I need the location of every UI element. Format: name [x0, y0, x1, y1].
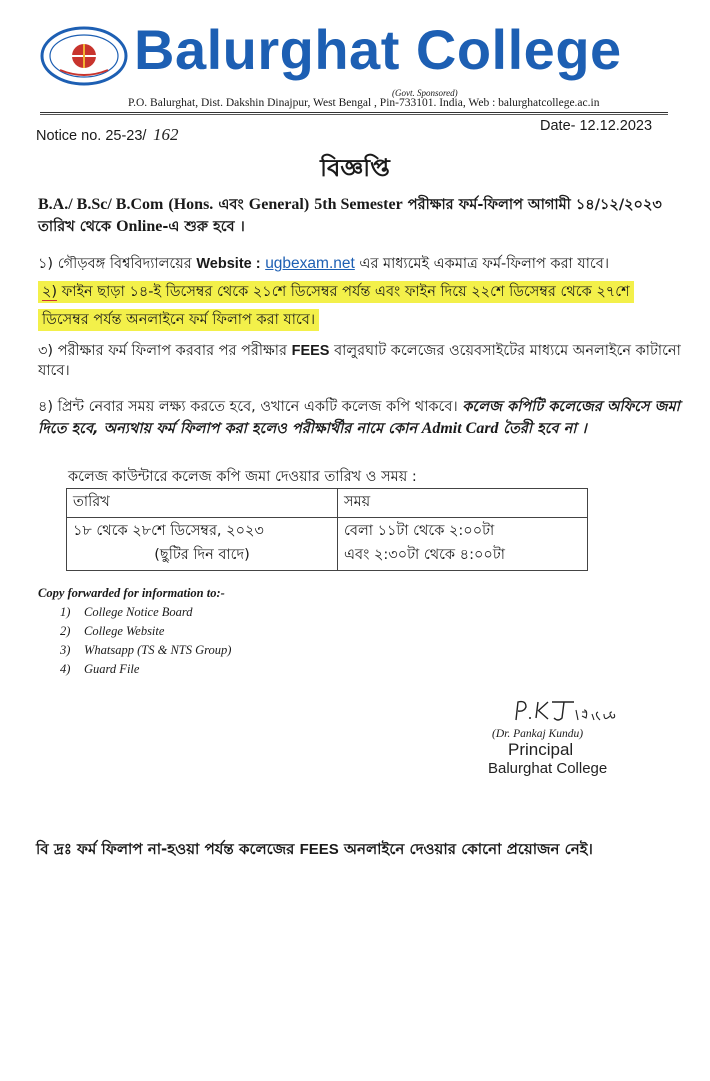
footnote-post: অনলাইনে দেওয়ার কোনো প্রয়োজন নেই। [344, 840, 593, 858]
item-1-number: ১) [38, 256, 54, 272]
item-4-number: ৪) [38, 399, 54, 415]
intro-courses: B.A./ B.Sc/ B.Com [38, 196, 164, 213]
item-1-pre: গৌড়বঙ্গ বিশ্ববিদ্যালয়ের [57, 256, 192, 272]
notice-date: Date- 12.12.2023 [540, 118, 653, 134]
govt-sponsored-tag: (Govt. Sponsored) [392, 88, 458, 98]
list-item [60, 622, 231, 641]
copy-item-text: College Website [84, 624, 165, 638]
intro-hons: (Hons. [168, 196, 214, 213]
table-header-time: সময় [338, 489, 588, 518]
copy-item-text: College Notice Board [84, 605, 193, 619]
list-item [60, 603, 231, 622]
copy-item-text: Guard File [84, 662, 140, 676]
intro-semester: 5th Semester [314, 196, 403, 213]
schedule-date-line2: (ছুটির দিন বাদে) [154, 547, 250, 563]
header-divider-inner [40, 114, 668, 115]
schedule-time-line2: এবং ২:৩০টা থেকে ৪:০০টা [344, 547, 505, 563]
copy-forwarded-title: Copy forwarded for information to:- [38, 586, 225, 600]
footnote-fees: FEES [299, 841, 339, 858]
intro-online: Online [116, 217, 163, 235]
item-1-post: এর মাধ্যমেই একমাত্র ফর্ম-ফিলাপ করা যাবে। [359, 256, 610, 272]
college-address: P.O. Balurghat, Dist. Dakshin Dinajpur, West Bengal , Pin-733101. India, Web : balurghatcollege.ac.in [128, 97, 600, 109]
schedule-title: কলেজ কাউন্টারে কলেজ কপি জমা দেওয়ার তারিখ ও সময় : [68, 469, 417, 485]
notice-item-4 [38, 398, 683, 439]
intro-paragraph [38, 194, 678, 237]
notice-item-2 [38, 278, 666, 335]
item-3-fees: FEES [291, 343, 330, 359]
notice-number-label: Notice no. 25-23/ [36, 128, 147, 144]
handwritten-signature [512, 696, 640, 726]
intro-general: General) [248, 196, 310, 213]
item-3-number: ৩) [38, 343, 54, 359]
college-logo [40, 26, 128, 86]
item-2-number: ২) [42, 284, 58, 300]
ugbexam-link[interactable]: ugbexam.net [265, 255, 355, 272]
signatory-name: (Dr. Pankaj Kundu) [492, 728, 584, 740]
item-3-pre: পরীক্ষার ফর্ম ফিলাপ করবার পর পরীক্ষার [57, 343, 287, 359]
signatory-college: Balurghat College [488, 760, 608, 777]
item-2-text: ফাইন ছাড়া ১৪-ই ডিসেম্বর থেকে ২১শে ডিসেম্বর পর্যন্ত এবং ফাইন দিয়ে ২২শে ডিসেম্বর থেকে ২৭শে ডিসেম্বর পর্যন্ত অনলাইনে ফর্ম ফিলাপ করা যাবে। [42, 284, 630, 329]
schedule-time-cell [338, 518, 588, 571]
schedule-date-cell [67, 518, 338, 571]
college-name: Balurghat College [134, 18, 622, 81]
list-item [60, 660, 231, 679]
item-4-emphasis: কলেজ কপিটি কলেজের অফিসে জমা দিতে হবে, অন্যথায় ফর্ম ফিলাপ করা হলেও পরীক্ষার্থীর নামে কোন [38, 399, 680, 437]
item-2-highlight [38, 281, 634, 331]
schedule-table [66, 488, 588, 571]
notice-heading: বিজ্ঞপ্তি [320, 154, 390, 182]
notice-item-3 [38, 342, 683, 381]
intro-part1: পরীক্ষার ফর্ম-ফিলাপ আগামী ১৪/১২/২০২৩ তারিখ থেকে [38, 197, 662, 235]
copy-item-number: 3) [60, 643, 71, 657]
copy-item-text: Whatsapp (TS & NTS Group) [84, 643, 232, 657]
copy-item-number: 2) [60, 624, 71, 638]
copy-item-number: 1) [60, 605, 71, 619]
copy-item-number: 4) [60, 662, 71, 676]
item-4-post: তৈরী হবে না । [503, 420, 587, 437]
list-item [60, 641, 231, 660]
item-4-pre: প্রিন্ট নেবার সময় লক্ষ্য করতে হবে, ওখানে একটি কলেজ কপি থাকবে। [57, 399, 458, 415]
table-row [67, 518, 588, 571]
item-3-post: বালুরঘাট কলেজের ওয়েবসাইটের মাধ্যমে অনলাইনে কাটানো যাবে। [38, 343, 681, 379]
notice-item-1 [38, 254, 683, 275]
notice-number-handwritten: 162 [153, 125, 179, 144]
table-header-date: তারিখ [67, 489, 338, 518]
item-1-website-label: Website : [196, 256, 261, 272]
copy-forwarded-list [60, 603, 231, 679]
header-divider [40, 112, 668, 113]
item-4-admit-card: Admit Card [421, 419, 499, 437]
schedule-date-line1: ১৮ থেকে ২৮শে ডিসেম্বর, ২০২৩ [73, 523, 264, 539]
intro-part2: -এ শুরু হবে । [162, 218, 245, 235]
footnote [36, 838, 593, 863]
intro-and: এবং [218, 197, 244, 213]
schedule-time-line1: বেলা ১১টা থেকে ২:০০টা [344, 523, 495, 539]
table-header-row [67, 489, 588, 518]
footnote-pre: বি দ্রঃ ফর্ম ফিলাপ না-হওয়া পর্যন্ত কলেজের [36, 840, 295, 858]
signatory-title: Principal [508, 740, 574, 759]
